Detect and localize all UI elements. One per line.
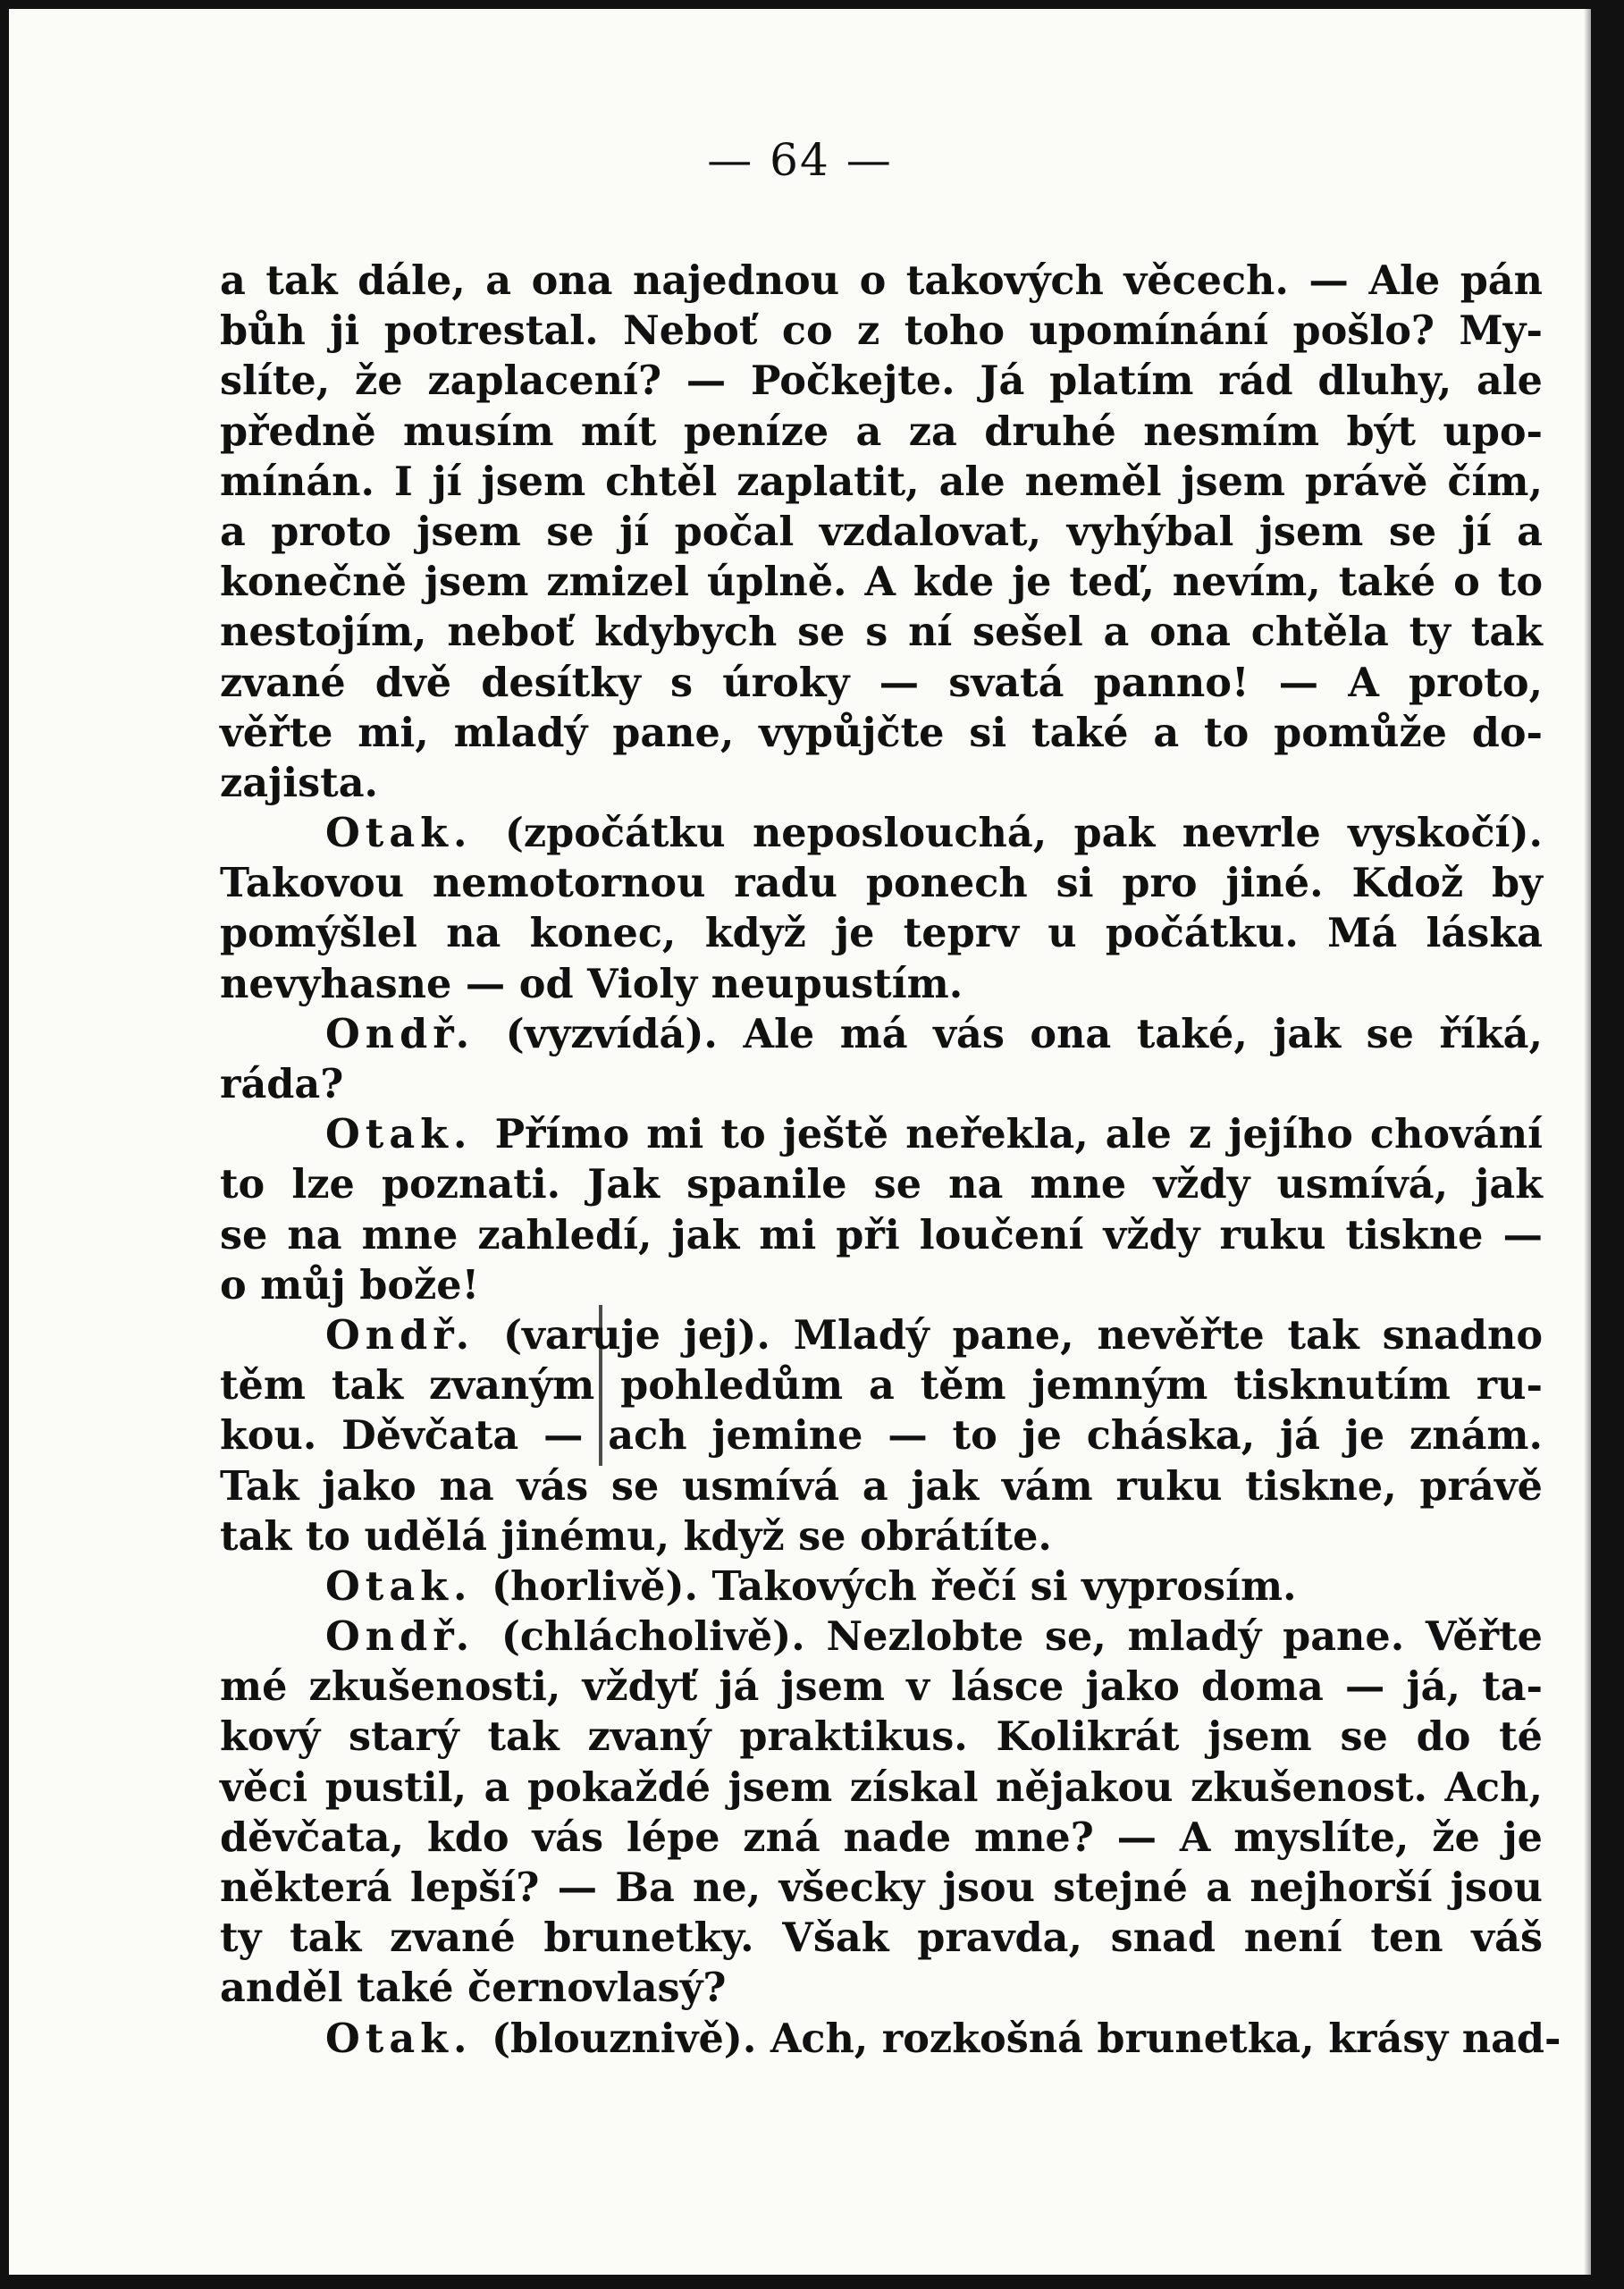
page-number: — 64 — — [707, 134, 893, 186]
line-text: anděl také černovlasý? — [220, 1965, 727, 2012]
line-text: (zpočátku neposlouchá, pak nevrle vyskočí). — [504, 810, 1543, 857]
text-line — [220, 758, 1543, 808]
line-text: mé zkušenosti, vždyť já jsem v lásce jako doma — já, ta- — [220, 1663, 1543, 1711]
text-line — [220, 858, 1543, 908]
line-text: ráda? — [220, 1061, 344, 1107]
line-text: bůh ji potrestal. Neboť co z toho upomínání pošlo? My- — [220, 307, 1543, 355]
page-edge-shadow — [1584, 9, 1591, 2275]
line-text: nestojím, neboť kdybych se s ní sešel a ona chtěla ty tak — [220, 609, 1543, 656]
line-text: předně musím mít peníze a za druhé nesmím být upo- — [220, 408, 1543, 455]
text-line — [220, 959, 1543, 1009]
speaker-name: Otak. — [325, 2015, 473, 2062]
text-line — [220, 306, 1543, 356]
text-line — [220, 507, 1543, 557]
book-page — [9, 9, 1591, 2275]
line-text: (blouznivě). Ach, rozkošná brunetka, krásy nad- — [491, 2015, 1561, 2062]
text-line — [220, 1813, 1543, 1863]
line-text: Přímo mi to ještě neřekla, ale z jejího chování — [494, 1111, 1544, 1158]
line-text: se na mne zahledí, jak mi při loučení vždy ruku tiskne — — [220, 1211, 1543, 1258]
line-text: (varuje jej). Mladý pane, nevěřte tak snadno — [502, 1311, 1544, 1359]
line-text: věci pustil, a pokaždé jsem získal nějakou zkušenost. Ach, — [220, 1763, 1543, 1811]
text-line — [220, 1009, 1543, 1059]
line-text: nevyhasne — od Violy neupustím. — [220, 960, 963, 1007]
text-line — [220, 1310, 1543, 1360]
line-text: Tak jako na vás se usmívá a jak vám ruku tiskne, právě — [220, 1462, 1543, 1510]
line-text: těm tak zvaným pohledům a těm jemným tisknutím ru- — [220, 1362, 1543, 1410]
text-line — [220, 1109, 1543, 1159]
speaker-name: Otak. — [325, 1111, 473, 1158]
line-text: věřte mi, mladý pane, vypůjčte si také a to pomůže do- — [220, 709, 1543, 756]
line-text: některá lepší? — Ba ne, všecky jsou stejné a nejhorší jsou — [220, 1864, 1543, 1911]
line-text: to lze poznati. Jak spanile se na mne vždy usmívá, jak — [220, 1161, 1543, 1208]
text-line — [220, 1360, 1543, 1410]
text-line — [220, 356, 1543, 406]
line-text: (vyzvídá). Ale má vás ona také, jak se říká, — [505, 1010, 1543, 1057]
line-text: pomýšlel na konec, když je teprv u počátku. Má láska — [220, 910, 1543, 957]
line-text: Takovou nemotornou radu ponech si pro jiné. Kdož by — [220, 860, 1543, 907]
text-line — [220, 708, 1543, 758]
text-line — [220, 1461, 1543, 1511]
text-line — [220, 1612, 1543, 1662]
line-text: (horlivě). Takových řečí si vyprosím. — [491, 1562, 1297, 1610]
text-line — [220, 256, 1543, 306]
line-text: a proto jsem se jí počal vzdalovat, vyhýbal jsem se jí a — [220, 508, 1543, 555]
text-line — [220, 1210, 1543, 1260]
text-line — [220, 1561, 1543, 1612]
text-line — [220, 1260, 1543, 1310]
line-text: zvané dvě desítky s úroky — svatá panno! — A proto, — [220, 659, 1543, 706]
text-line — [220, 1059, 1543, 1109]
text-line — [220, 1913, 1543, 1963]
line-text: slíte, že zaplacení? — Počkejte. Já platím rád dluhy, ale — [220, 358, 1543, 405]
text-line — [220, 808, 1543, 858]
text-body — [220, 256, 1561, 2064]
speaker-name: Ondř. — [325, 1613, 475, 1661]
text-line — [220, 908, 1543, 958]
line-text: (chlácholivě). Nezlobte se, mladý pane. Věřte — [501, 1613, 1543, 1661]
text-line — [220, 2014, 1561, 2064]
text-line — [220, 1159, 1543, 1209]
text-line — [220, 407, 1543, 457]
line-text: mínán. I jí jsem chtěl zaplatit, ale neměl jsem právě čím, — [220, 458, 1543, 505]
line-text: o můj bože! — [220, 1261, 480, 1309]
speaker-name: Ondř. — [325, 1010, 475, 1057]
text-line — [220, 1963, 1543, 2013]
line-text: tak to udělá jinému, když se obrátíte. — [220, 1512, 1052, 1560]
text-line — [220, 1511, 1543, 1561]
text-line — [220, 1662, 1543, 1712]
text-line — [220, 557, 1543, 607]
speaker-name: Otak. — [325, 810, 473, 857]
text-line — [220, 658, 1543, 708]
line-text: kou. Děvčata — ach jemine — to je cháska, já je znám. — [220, 1412, 1543, 1460]
line-text: kový starý tak zvaný praktikus. Kolikrát jsem se do té — [220, 1713, 1543, 1761]
text-line — [220, 1712, 1543, 1762]
line-text: konečně jsem zmizel úplně. A kde je teď, nevím, také o to — [220, 559, 1543, 606]
line-text: ty tak zvané brunetky. Však pravda, snad není ten váš — [220, 1915, 1543, 1962]
text-line — [220, 1863, 1543, 1913]
text-line — [220, 607, 1543, 657]
line-text: děvčata, kdo vás lépe zná nade mne? — A myslíte, že je — [220, 1814, 1543, 1861]
text-line — [220, 1763, 1543, 1813]
speaker-name: Otak. — [325, 1562, 473, 1610]
speaker-name: Ondř. — [325, 1311, 475, 1359]
text-line — [220, 457, 1543, 507]
text-line — [220, 1410, 1543, 1460]
line-text: a tak dále, a ona najednou o takových věcech. — Ale pán — [220, 257, 1543, 304]
line-text: zajista. — [220, 759, 379, 806]
